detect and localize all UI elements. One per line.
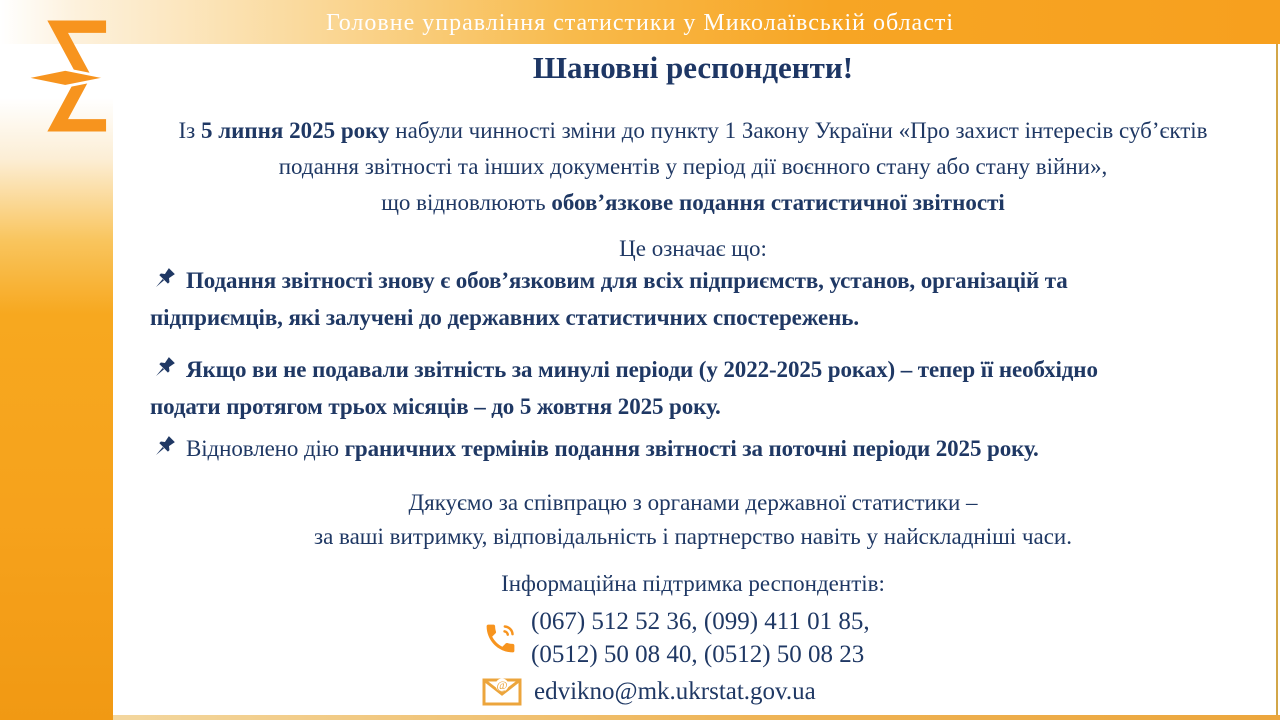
thanks-line: Дякуємо за співпрацю з органами державної статистики –	[408, 490, 978, 515]
pushpin-icon	[150, 266, 177, 293]
bullet-text: Відновлено дію граничних термінів подання звітності за поточні періоди 2025 року.	[186, 436, 1039, 461]
page-title: Шановні респонденти!	[532, 50, 854, 85]
right-border-line	[1276, 44, 1278, 716]
phone-contact-row	[482, 605, 870, 671]
header-bar	[0, 0, 1280, 44]
means-label: Це означає що:	[619, 236, 767, 261]
bullet-item	[150, 430, 1160, 467]
sigma-arrow-logo	[22, 20, 118, 132]
thanks-paragraph	[113, 486, 1273, 554]
bullet-item	[150, 351, 1160, 425]
phone-icon	[482, 620, 519, 657]
email-address: edvikno@mk.ukrstat.gov.ua	[534, 678, 816, 705]
bullet-item	[150, 262, 1160, 336]
bullet-text: Подання звітності знову є обов’язковим для всіх підприємств, установ, організацій та підприємців, які залучені до державних статистичних спостережень.	[150, 268, 1068, 330]
pushpin-icon	[150, 434, 177, 461]
header-title: Головне управління статистики у Миколаївській області	[325, 10, 955, 36]
intro-paragraph	[113, 113, 1273, 221]
intro-line: що відновлюють обов’язкове подання статистичної звітності	[381, 190, 1005, 215]
bullet-text: Якщо ви не подавали звітність за минулі періоди (у 2022-2025 роках) – тепер її необхідно подати протягом трьох місяців – до 5 жовтня 2025 року.	[150, 357, 1098, 419]
intro-line: Із 5 липня 2025 року набули чинності зміни до пункту 1 Закону України «Про захист інтересів суб’єктів	[178, 118, 1208, 143]
envelope-at-icon	[482, 677, 522, 707]
phone-numbers-line: (0512) 50 08 40, (0512) 50 08 23	[531, 641, 865, 668]
phone-numbers-line: (067) 512 52 36, (099) 411 01 85,	[531, 608, 870, 635]
sidebar-gradient	[0, 44, 113, 720]
intro-line: подання звітності та інших документів у період дії воєнного стану або стану війни»,	[278, 154, 1108, 179]
bottom-border-strip	[113, 715, 1280, 720]
svg-text:@: @	[496, 678, 508, 692]
email-contact-row	[482, 677, 816, 707]
thanks-line: за ваші витримку, відповідальність і партнерство навіть у найскладніші часи.	[314, 524, 1072, 549]
pushpin-icon	[150, 355, 177, 382]
support-title: Інформаційна підтримка респондентів:	[501, 571, 885, 596]
